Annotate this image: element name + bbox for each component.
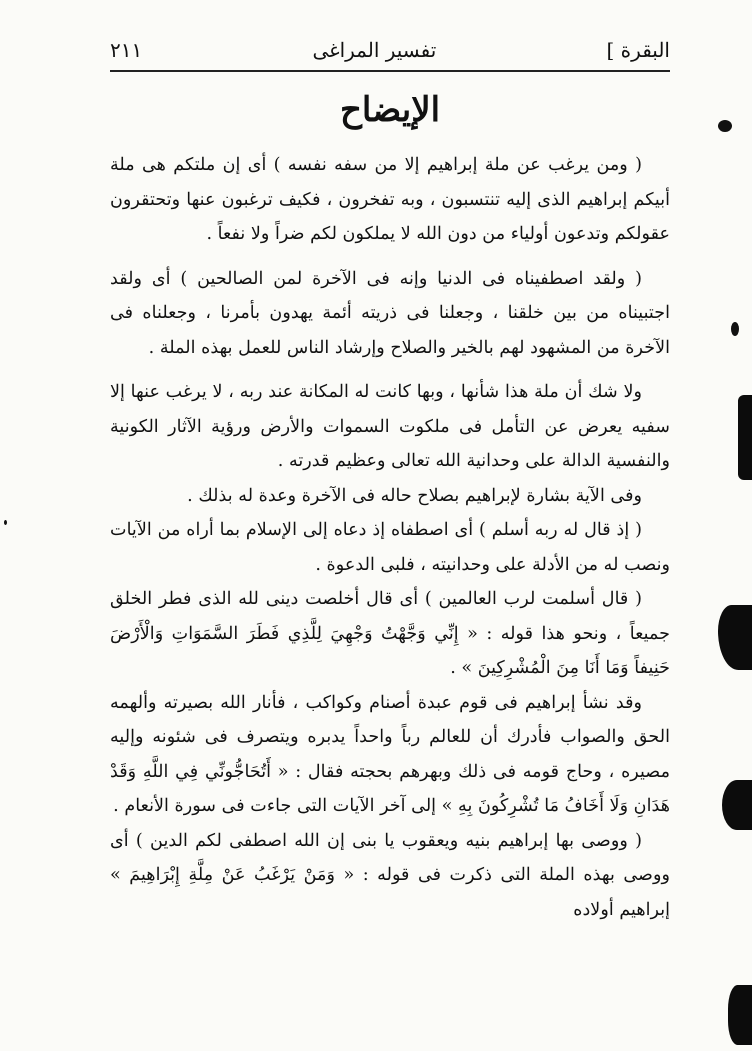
scan-speck [4, 520, 7, 525]
header-page-number: ٢١١ [110, 38, 143, 62]
paragraph-1: ( ومن يرغب عن ملة إبراهيم إلا من سفه نفسه ) أى إن ملتكم هى ملة أبيكم إبراهيم الذى إليه تنتسبون ، وبه تفخرون ، فكيف ترغبون عنها وتحتقرون عقولكم وتدعون أولياء من دون الله لا يملكون لكم ضراً ولا نفعاً . [110, 155, 670, 244]
running-header [110, 30, 670, 72]
paragraph-7: وقد نشأ إبراهيم فى قوم عبدة أصنام وكواكب ، فأنار الله بصيرته وألهمه الحق والصواب فأدرك أن للعالم رباً واحداً يدبره ويتصرف فى شئونه وإليه مصيره ، وحاج قومه فى ذلك وبهرهم بحجته فقال : « أَتُحَاجُّونِّي فِي اللَّهِ وَقَدْ هَدَانِ وَلَا أَخَافُ مَا تُشْرِكُونَ بِهِ » إلى آخر الآيات التى جاءت فى سورة الأنعام . [110, 692, 670, 816]
header-section: البقرة ] [606, 38, 670, 62]
paragraph-3: ولا شك أن ملة هذا شأنها ، وبها كانت له المكانة عند ربه ، لا يرغب عنها إلا سفيه يعرض عن التأمل فى ملكوت السموات والأرض ورؤية الآثار الكونية والنفسية الدالة على وحدانية الله تعالى وعظيم قدرته . [110, 382, 670, 471]
scan-blot [722, 780, 752, 830]
scan-speck [718, 120, 732, 132]
paragraph-2: ( ولقد اصطفيناه فى الدنيا وإنه فى الآخرة لمن الصالحين ) أى ولقد اجتبيناه من بين خلقنا ، وجعلنا فى ذريته أئمة يهدون بأمرنا ، وجعلناه فى الآخرة من المشهود لهم بالخير والصلاح وإرشاد الناس للعمل بهذه الملة . [110, 268, 670, 358]
body-text [110, 148, 670, 927]
header-book-title: تفسير المراغى [312, 38, 437, 62]
scan-speck [731, 322, 739, 336]
section-title: الإيضاح [339, 90, 441, 130]
scan-blot [718, 605, 752, 670]
scan-blot [738, 395, 752, 480]
paragraph-5: ( إذ قال له ربه أسلم ) أى اصطفاه إذ دعاه إلى الإسلام بما أراه من الآيات ونصب له من الأدلة على وحدانيته ، فلبى الدعوة . [110, 520, 670, 575]
scan-blot [728, 985, 752, 1045]
paragraph-8: ( ووصى بها إبراهيم بنيه ويعقوب يا بنى إن الله اصطفى لكم الدين ) أى ووصى بهذه الملة التى ذكرت فى قوله : « وَمَنْ يَرْغَبُ عَنْ مِلَّةِ إِبْرَاهِيمَ » إبراهيم أولاده [110, 830, 670, 920]
paragraph-4: وفى الآية بشارة لإبراهيم بصلاح حاله فى الآخرة وعدة له بذلك . [187, 485, 642, 506]
paragraph-6: ( قال أسلمت لرب العالمين ) أى قال أخلصت دينى لله الذى فطر الخلق جميعاً ، ونحو هذا قوله : « إِنِّي وَجَّهْتُ وَجْهِيَ لِلَّذِي فَطَرَ السَّمَوَاتِ وَالْأَرْضَ حَنِيفاً وَمَا أَنَا مِنَ الْمُشْرِكِينَ » . [110, 589, 670, 678]
